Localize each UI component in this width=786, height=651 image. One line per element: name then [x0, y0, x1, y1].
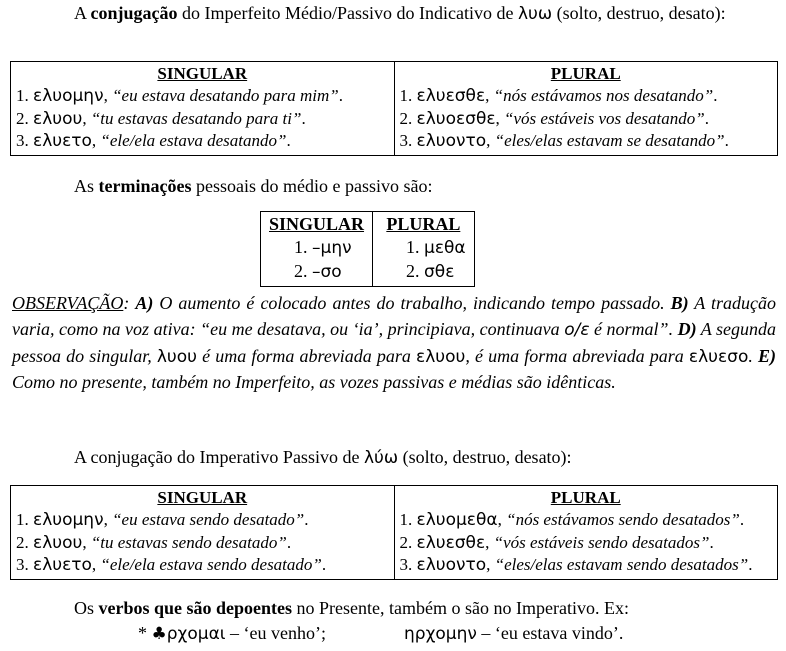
table1-plural-row-1: 1. ελυεσθε, “nós estávamos nos desatando”. — [399, 85, 718, 106]
table2-plural-row-2: 2. ελυεσθε, “vós estáveis sendo desatados”. — [399, 532, 714, 553]
ending-plural-2: 2. σθε — [406, 260, 455, 282]
endings-plural-header: PLURAL — [386, 214, 461, 234]
intro1-mid: do Imperfeito Médio/Passivo do Indicativo de — [177, 3, 518, 23]
endings-singular-column — [261, 212, 373, 287]
observation-label: OBSERVAÇÃO — [12, 293, 124, 313]
intro3-greek-verb: λύω — [363, 448, 399, 468]
plural-header: PLURAL — [550, 64, 621, 83]
intro-imperative-passive: A conjugação do Imperativo Passivo de λύω (solto, destruo, desato): — [74, 447, 572, 468]
intro1-post: (solto, destruo, desato): — [552, 3, 726, 23]
table2-plural-row-3: 3. ελυοντο, “eles/elas estavam sendo desatados”. — [399, 555, 753, 576]
ending-singular-2: 2. –σο — [294, 260, 342, 282]
intro-imperfect-middle-passive — [12, 2, 776, 25]
singular-header: SINGULAR — [157, 64, 248, 83]
table1-singular-row-1: 1. ελυομην, “eu estava desatando para mim”. — [16, 85, 343, 106]
singular-header-2: SINGULAR — [157, 488, 248, 507]
deponent-examples: * ♣ρχομαι – ‘eu venho’; ηρχομην – ‘eu estava vindo’. — [138, 623, 624, 644]
singular-column — [11, 62, 395, 156]
deponent-bold: verbos que são depoentes — [98, 598, 293, 618]
intro2-bold: terminações — [98, 176, 192, 196]
ending-plural-1: 1. μεθα — [406, 237, 466, 259]
table2-singular-row-2: 2. ελυου, “tu estavas sendo desatado”. — [16, 532, 292, 553]
table1-singular-row-3: 3. ελυετο, “ele/ela estava desatando”. — [16, 131, 291, 152]
table2-singular-row-3: 3. ελυετο, “ele/ela estava sendo desatado”. — [16, 555, 327, 576]
example-2-greek: ηρχομην — [404, 624, 477, 644]
intro-endings: As terminações pessoais do médio e passivo são: — [74, 176, 433, 196]
imperfect-conjugation-table — [10, 61, 778, 156]
intro1-bold: conjugação — [90, 3, 178, 23]
table1-plural-row-2: 2. ελυοεσθε, “vós estáveis vos desatando”. — [399, 108, 709, 129]
plural-header-2: PLURAL — [550, 488, 621, 507]
table1-plural-row-3: 3. ελυοντο, “eles/elas estavam se desatando”. — [399, 131, 729, 152]
observation-paragraph: OBSERVAÇÃO: A) O aumento é colocado antes do trabalho, indicando tempo passado. B) A tradução varia, como na voz ativa: “eu me desatava, ou ‘ia’, principiava, continuava ο/ε é normal”. D) A segunda pessoa do singular, λυου é uma forma abreviada para ελυου, é uma forma abreviada para ελυεσο. E) Como no presente, também no Imperfeito, as vozes passivas e médias são idênticas. — [12, 293, 777, 393]
intro1-greek-verb: λυω — [517, 4, 553, 24]
endings-plural-column — [373, 212, 475, 287]
endings-singular-header: SINGULAR — [269, 214, 365, 234]
table1-singular-row-2: 2. ελυου, “tu estavas desatando para ti”. — [16, 108, 306, 129]
plural-column — [394, 62, 778, 156]
singular-column-2 — [11, 486, 395, 580]
intro1-pre: A — [74, 3, 91, 23]
imperative-conjugation-table — [10, 485, 778, 580]
plural-column-2 — [394, 486, 778, 580]
endings-table — [260, 211, 475, 287]
table2-plural-row-1: 1. ελυομεθα, “nós estávamos sendo desatados”. — [399, 509, 745, 530]
ending-singular-1: 1. –μην — [294, 237, 352, 259]
example-1-greek: ♣ρχομαι — [151, 624, 226, 644]
deponent-verbs-note: Os verbos que são depoentes no Presente, também o são no Imperativo. Ex: — [74, 598, 629, 618]
table2-singular-row-1: 1. ελυομην, “eu estava sendo desatado”. — [16, 509, 309, 530]
